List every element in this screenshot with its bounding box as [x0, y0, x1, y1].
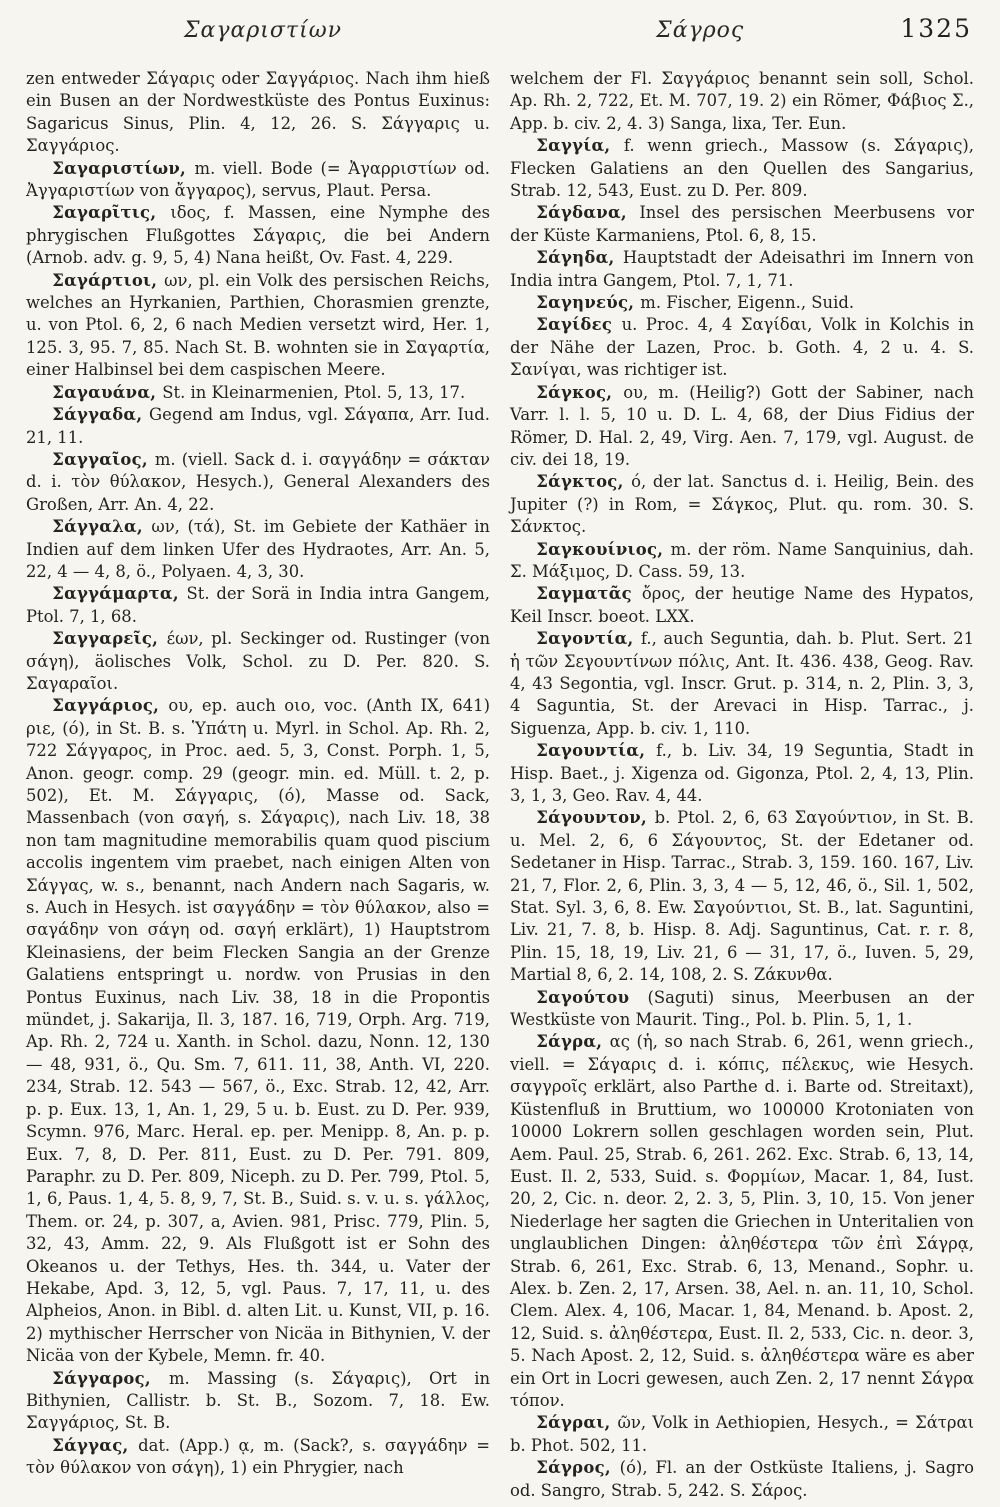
dictionary-entry — [26, 516, 490, 583]
entry-headword: Σάγκτος, — [536, 472, 632, 492]
entry-headword: Σάγραι, — [536, 1413, 618, 1433]
entry-headword: Σάγουντον, — [536, 808, 655, 828]
entry-headword: Σαγουντία, — [536, 741, 657, 761]
entry-text: Insel des persischen Meerbusens vor der Küste Karmaniens, Ptol. 6, 8, 15. — [510, 203, 974, 245]
entry-text: ό, der lat. Sanctus d. i. Heilig, Bein. des Jupiter (?) in Rom, = Σάγκος, Plut. qu. rom. 30. S. Σάνκτος. — [510, 472, 974, 537]
entry-text: dat. (App.) ᾳ, m. (Sack?, s. σαγγάδην = τὸν θύλακον von σάγη), 1) ein Phrygier, nach — [26, 1435, 491, 1478]
dictionary-entry — [510, 539, 974, 584]
entry-text: St. der Sorä in India intra Gangem, Ptol. 7, 1, 68. — [26, 584, 491, 626]
entry-headword: Σαγάρτιοι, — [52, 270, 165, 290]
entry-headword: Σαγκουίνιος, — [536, 539, 671, 559]
entry-text: ου, m. (Heilig?) Gott der Sabiner, nach Varr. l. l. 5, 10 u. D. L. 4, 68, der Dius Fidius der Römer, D. Hal. 2, 49, Virg. Aen. 7, 179, vgl. August. de civ. dei 18, 19. — [510, 382, 974, 469]
text-columns — [26, 68, 974, 1502]
dictionary-entry — [26, 695, 490, 1367]
entry-headword: Σαγγαῖος, — [52, 449, 155, 469]
left-column — [26, 68, 490, 1502]
dictionary-entry — [510, 135, 974, 202]
entry-text: u. Proc. 4, 4 Σαγίδαι, Volk in Kolchis in der Nähe der Lazen, Proc. b. Goth. 4, 2 u. 4. S. Σανίγαι, was richtiger ist. — [510, 315, 974, 380]
entry-headword: Σάγδανα, — [536, 203, 640, 223]
entry-headword: Σαγούτου — [536, 987, 648, 1007]
dictionary-entry — [26, 583, 490, 628]
header-keyword-left: Σαγαριστίων — [183, 18, 343, 43]
dictionary-entry — [26, 202, 490, 269]
entry-text: m. viell. Bode (= Ἀγαρριστίων od. Ἀγγαριστίων von ἄγγαρος), servus, Plaut. Persa. — [26, 158, 490, 201]
entry-headword: Σάγρα, — [536, 1032, 610, 1052]
entry-text: f., b. Liv. 34, 19 Seguntia, Stadt in Hisp. Baet., j. Xigenza od. Gigonza, Ptol. 2, 4, 13, Plin. 3, 1, 3, Geo. Rav. 4, 44. — [510, 741, 974, 805]
entry-text: f. wenn griech., Massow (s. Σάγαρις), Flecken Galatiens an den Quellen des Sangarius, Strab. 12, 543, Eust. zu D. Per. 809. — [510, 136, 975, 201]
dictionary-entry — [510, 987, 974, 1032]
entry-text: ου, ep. auch οιο, voc. (Anth IX, 641) ριε, (ό), in St. B. s. Ὑπάτη u. Myrl. in Schol. Ap. Rh. 2, 722 Σάγγαρος, in Proc. aed. 5, 3, Const. Porph. 1, 5, Anon. geogr. comp. 29 (geogr. min. ed. Müll. t. 2, p. 502), Et. M. Σάγγαρις, (ό), Masse od. Sack, Massenbach (von σαγή, s. Σάγαρις), nach Liv. 18, 38 non tam magnitudine memorabilis quam quod piscium accolis ingentem vim praebet, nach einigen Alten von Σάγγας, w. s., benannt, nach Andern nach Sagaris, w. s. Auch in Hesych. ist σαγγάδην = τὸν θύλακον, also = σαγάδην von σάγη od. σαγή erklärt), 1) Hauptstrom Kleinasiens, der beim Flecken Sangia an der Grenze Galatiens entspringt u. nordw. von Prusias in den Pontus Euxinus, nach Liv. 38, 18 in die Propontis mündet, j. Sakarija, Il. 3, 187. 16, 719, Orph. Arg. 719, Ap. Rh. 2, 724 u. Xanth. in Schol. dazu, Nonn. 12, 130 — 48, 931, ö., Qu. Sm. 7, 611. 11, 38, Anth. VI, 220. 234, Strab. 12. 543 — 567, ö., Exc. Strab. 12, 42, Arr. p. p. Eux. 13, 1, An. 1, 29, 5 u. b. Eust. zu D. Per. 939, Scymn. 976, Marc. Heral. ep. per. Menipp. 8, An. p. p. Eux. 7, 8, D. Per. 811, Eust. zu D. Per. 791. 809, Paraphr. zu D. Per. 809, Niceph. zu D. Per. 799, Ptol. 5, 1, 6, Paus. 1, 4, 5. 8, 9, 7, St. B., Suid. s. v. u. s. γάλλος, Them. or. 24, p. 307, a, Avien. 981, Prisc. 779, Plin. 5, 32, 43, Amm. 22, 9. Als Flußgott ist er Sohn des Okeanos u. der Tethys, Hes. th. 344, u. Vater der Hekabe, Apd. 3, 12, 5, vgl. Paus. 7, 17, 11, u. des Alpheios, Anon. in Bibl. d. alten Lit. u. Kunst, VII, p. 16. 2) mythischer Herrscher von Nicäa in Bithynien, V. der Nicäa von der Kybele, Memn. fr. 40. — [26, 696, 490, 1366]
dictionary-entry — [510, 382, 974, 472]
entry-text: b. Ptol. 2, 6, 63 Σαγούντιον, in St. B. u. Mel. 2, 6, 6 Σάγουντος, St. der Edetaner od. Sedetaner in Hisp. Tarrac., Strab. 3, 159. 160. 167, Liv. 21, 7, Flor. 2, 6, Plin. 3, 3, 4 — 5, 12, 46, ö., Sil. 1, 502, Stat. Syl. 3, 6, 8. Ew. Σαγούντιοι, St. B., lat. Saguntini, Liv. 21, 7. 8, b. Hisp. 8. Adj. Saguntinus, Cat. r. r. 8, Plin. 15, 18, 19, Liv. 21, 6 — 31, 17, ö., Iuven. 5, 29, Martial 8, 6, 2. 14, 108, 2. S. Ζάκυνθα. — [510, 808, 974, 985]
entry-headword: Σάγηδα, — [536, 248, 623, 268]
dictionary-entry — [510, 628, 974, 740]
entry-text: ὄρος, der heutige Name des Hypatos, Keil Inscr. boeot. LXX. — [510, 584, 974, 626]
entry-text: m. Fischer, Eigenn., Suid. — [640, 293, 855, 313]
dictionary-entry — [26, 68, 490, 158]
dictionary-entry — [510, 1412, 974, 1457]
dictionary-entry — [510, 807, 974, 986]
entry-headword: Σαγγάριος, — [52, 696, 169, 716]
entry-text: (Saguti) sinus, Meerbusen an der Westküste von Maurit. Ting., Pol. b. Plin. 5, 1, 1. — [510, 987, 974, 1030]
entry-headword: Σαγαρῖτις, — [52, 203, 171, 223]
entry-text: ων, (τά), St. im Gebiete der Kathäer in Indien auf dem linken Ufer des Hydraotes, Arr. An. 5, 22, 4 — 4, 8, ö., Polyaen. 4, 3, 30. — [26, 517, 490, 581]
dictionary-entry — [510, 1457, 974, 1502]
dictionary-entry — [26, 628, 490, 695]
dictionary-entry — [26, 1435, 490, 1480]
dictionary-entry — [510, 202, 974, 247]
dictionary-entry — [510, 471, 974, 538]
entry-headword: Σάγγας, — [52, 1435, 139, 1455]
entry-text: ων, pl. ein Volk des persischen Reichs, welches an Hyrkanien, Parthien, Chorasmien grenzte, u. von Ptol. 6, 2, 6 nach Medien versetzt wird, Her. 1, 125. 3, 95. 7, 85. Nach St. B. wohnten sie in Σαγαρτία, einer Halbinsel bei dem caspischen Meere. — [26, 270, 491, 380]
entry-headword: Σαγματᾶς — [536, 584, 642, 604]
dictionary-entry — [510, 68, 974, 135]
entry-text: m. der röm. Name Sanquinius, dah. Σ. Μάξιμος, D. Cass. 59, 13. — [510, 539, 974, 581]
entry-text: zen entweder Σάγαρις oder Σαγγάριος. Nach ihm hieß ein Busen an der Nordwestküste des Pontus Euxinus: Sagaricus Sinus, Plin. 4, 12, 26. S. Σάγγαρις u. Σαγγάριος. — [26, 69, 490, 156]
entry-text: f., auch Seguntia, dah. b. Plut. Sert. 21 ἡ τῶν Σεγουντίνων πόλις, Ant. It. 436. 438, Geog. Rav. 4, 43 Segontia, vgl. Inscr. Grut. p. 314, n. 2, Plin. 3, 3, 4 Saguntia, St. der Arevaci in Hisp. Tarrac., j. Siguenza, App. b. civ. 1, 110. — [510, 629, 975, 738]
dictionary-entry — [26, 158, 490, 203]
entry-text: ας (ἡ, so nach Strab. 6, 261, wenn griech., viell. = Σάγαρις d. i. κόπις, πέλεκυς, wie Hesych. σαγγροῖς erklärt, also Parthe d. i. Barte od. Streitaxt), Küstenfluß in Bruttium, wo 100000 Krotoniaten von 10000 Lokrern sollen geschlagen worden sein, Plut. Aem. Paul. 25, Strab. 6, 261. 262. Exc. Strab. 6, 13, 14, Eust. Il. 2, 533, Suid. s. Φορμίων, Macar. 1, 84, Iust. 20, 2, Cic. n. deor. 2, 2. 3, 5, Plin. 3, 10, 15. Von jener Niederlage her sagten die Griechen in Unteritalien von unglaublichen Dingen: ἀληθέστερα τῶν ἐπὶ Σάγρᾳ, Strab. 6, 261, Exc. Strab. 6, 13, Menand., Sophr. u. Alex. b. Zen. 2, 17, Arsen. 38, Ael. n. an. 11, 10, Schol. Clem. Alex. 4, 106, Macar. 1, 84, Menand. b. Apost. 2, 12, Suid. s. ἀληθέστερα, Eust. Il. 2, 533, Cic. n. deor. 3, 5. Nach Apost. 2, 12, Suid. s. ἀληθέστερα wäre es aber ein Ort in Locri gewesen, auch Zen. 2, 17 nennt Σάγρα τόπον. — [510, 1032, 974, 1410]
dictionary-entry — [510, 314, 974, 381]
entry-headword: Σαγγάμαρτα, — [52, 584, 187, 604]
dictionary-entry — [26, 382, 490, 404]
entry-headword: Σάγκος, — [536, 382, 624, 402]
entry-headword: Σαγγία, — [536, 136, 624, 156]
entry-headword: Σαγίδες — [536, 315, 622, 335]
entry-text: έων, pl. Seckinger od. Rustinger (von σάγη), äolisches Volk, Schol. zu D. Per. 820. S. Σαγαραῖοι. — [26, 629, 490, 693]
page-number: 1325 — [900, 14, 972, 43]
dictionary-entry — [510, 583, 974, 628]
dictionary-entry — [26, 449, 490, 516]
entry-text: ιδος, f. Massen, eine Nymphe des phrygischen Flußgottes Σάγαρις, die bei Andern (Arnob. adv. g. 9, 5, 4) Nana heißt, Ov. Fast. 4, 229. — [26, 203, 490, 268]
header-right-section — [500, 14, 974, 43]
dictionary-entry — [510, 1031, 974, 1412]
dictionary-entry — [510, 247, 974, 292]
right-column — [510, 68, 974, 1502]
entry-text: Gegend am Indus, vgl. Σάγαπα, Arr. Iud. 21, 11. — [26, 405, 490, 447]
entry-headword: Σαγγαρεῖς, — [52, 629, 167, 649]
dictionary-entry — [510, 292, 974, 314]
entry-text: Hauptstadt der Adeisathri im Innern von India intra Gangem, Ptol. 7, 1, 71. — [510, 248, 974, 290]
header-keyword-right: Σάγρος — [656, 18, 745, 43]
entry-text: St. in Kleinarmenien, Ptol. 5, 13, 17. — [162, 382, 466, 402]
entry-text: (ό), Fl. an der Ostküste Italiens, j. Sagro od. Sangro, Strab. 5, 242. S. Σάρος. — [510, 1458, 974, 1500]
entry-headword: Σαγαυάνα, — [52, 382, 163, 402]
entry-headword: Σαγαριστίων, — [52, 158, 195, 178]
entry-text: m. (viell. Sack d. i. σαγγάδην = σάκταν d. i. τὸν θύλακον, Hesych.), General Alexanders des Großen, Arr. An. 4, 22. — [26, 449, 490, 514]
dictionary-entry — [26, 404, 490, 449]
entry-headword: Σάγγαλα, — [52, 517, 152, 537]
entry-text: welchem der Fl. Σαγγάριος benannt sein soll, Schol. Ap. Rh. 2, 722, Et. M. 707, 19. 2) ein Römer, Φάβιος Σ., App. b. civ. 2, 4. 3) Sanga, lixa, Ter. Eun. — [510, 69, 974, 133]
entry-headword: Σάγγαδα, — [52, 405, 150, 425]
dictionary-entry — [510, 740, 974, 807]
entry-text: ῶν, Volk in Aethiopien, Hesych., = Σάτραι b. Phot. 502, 11. — [510, 1413, 974, 1455]
running-header — [26, 14, 974, 54]
dictionary-entry — [26, 1368, 490, 1435]
entry-headword: Σάγρος, — [536, 1458, 620, 1478]
entry-headword: Σαγοντία, — [536, 629, 641, 649]
entry-headword: Σάγγαρος, — [52, 1368, 170, 1388]
dictionary-entry — [26, 270, 490, 382]
entry-headword: Σαγηνεύς, — [536, 293, 641, 313]
entry-text: m. Massing (s. Σάγαρις), Ort in Bithynien, Callistr. b. St. B., Sozom. 7, 18. Ew. Σαγγάριος, St. B. — [26, 1368, 490, 1433]
